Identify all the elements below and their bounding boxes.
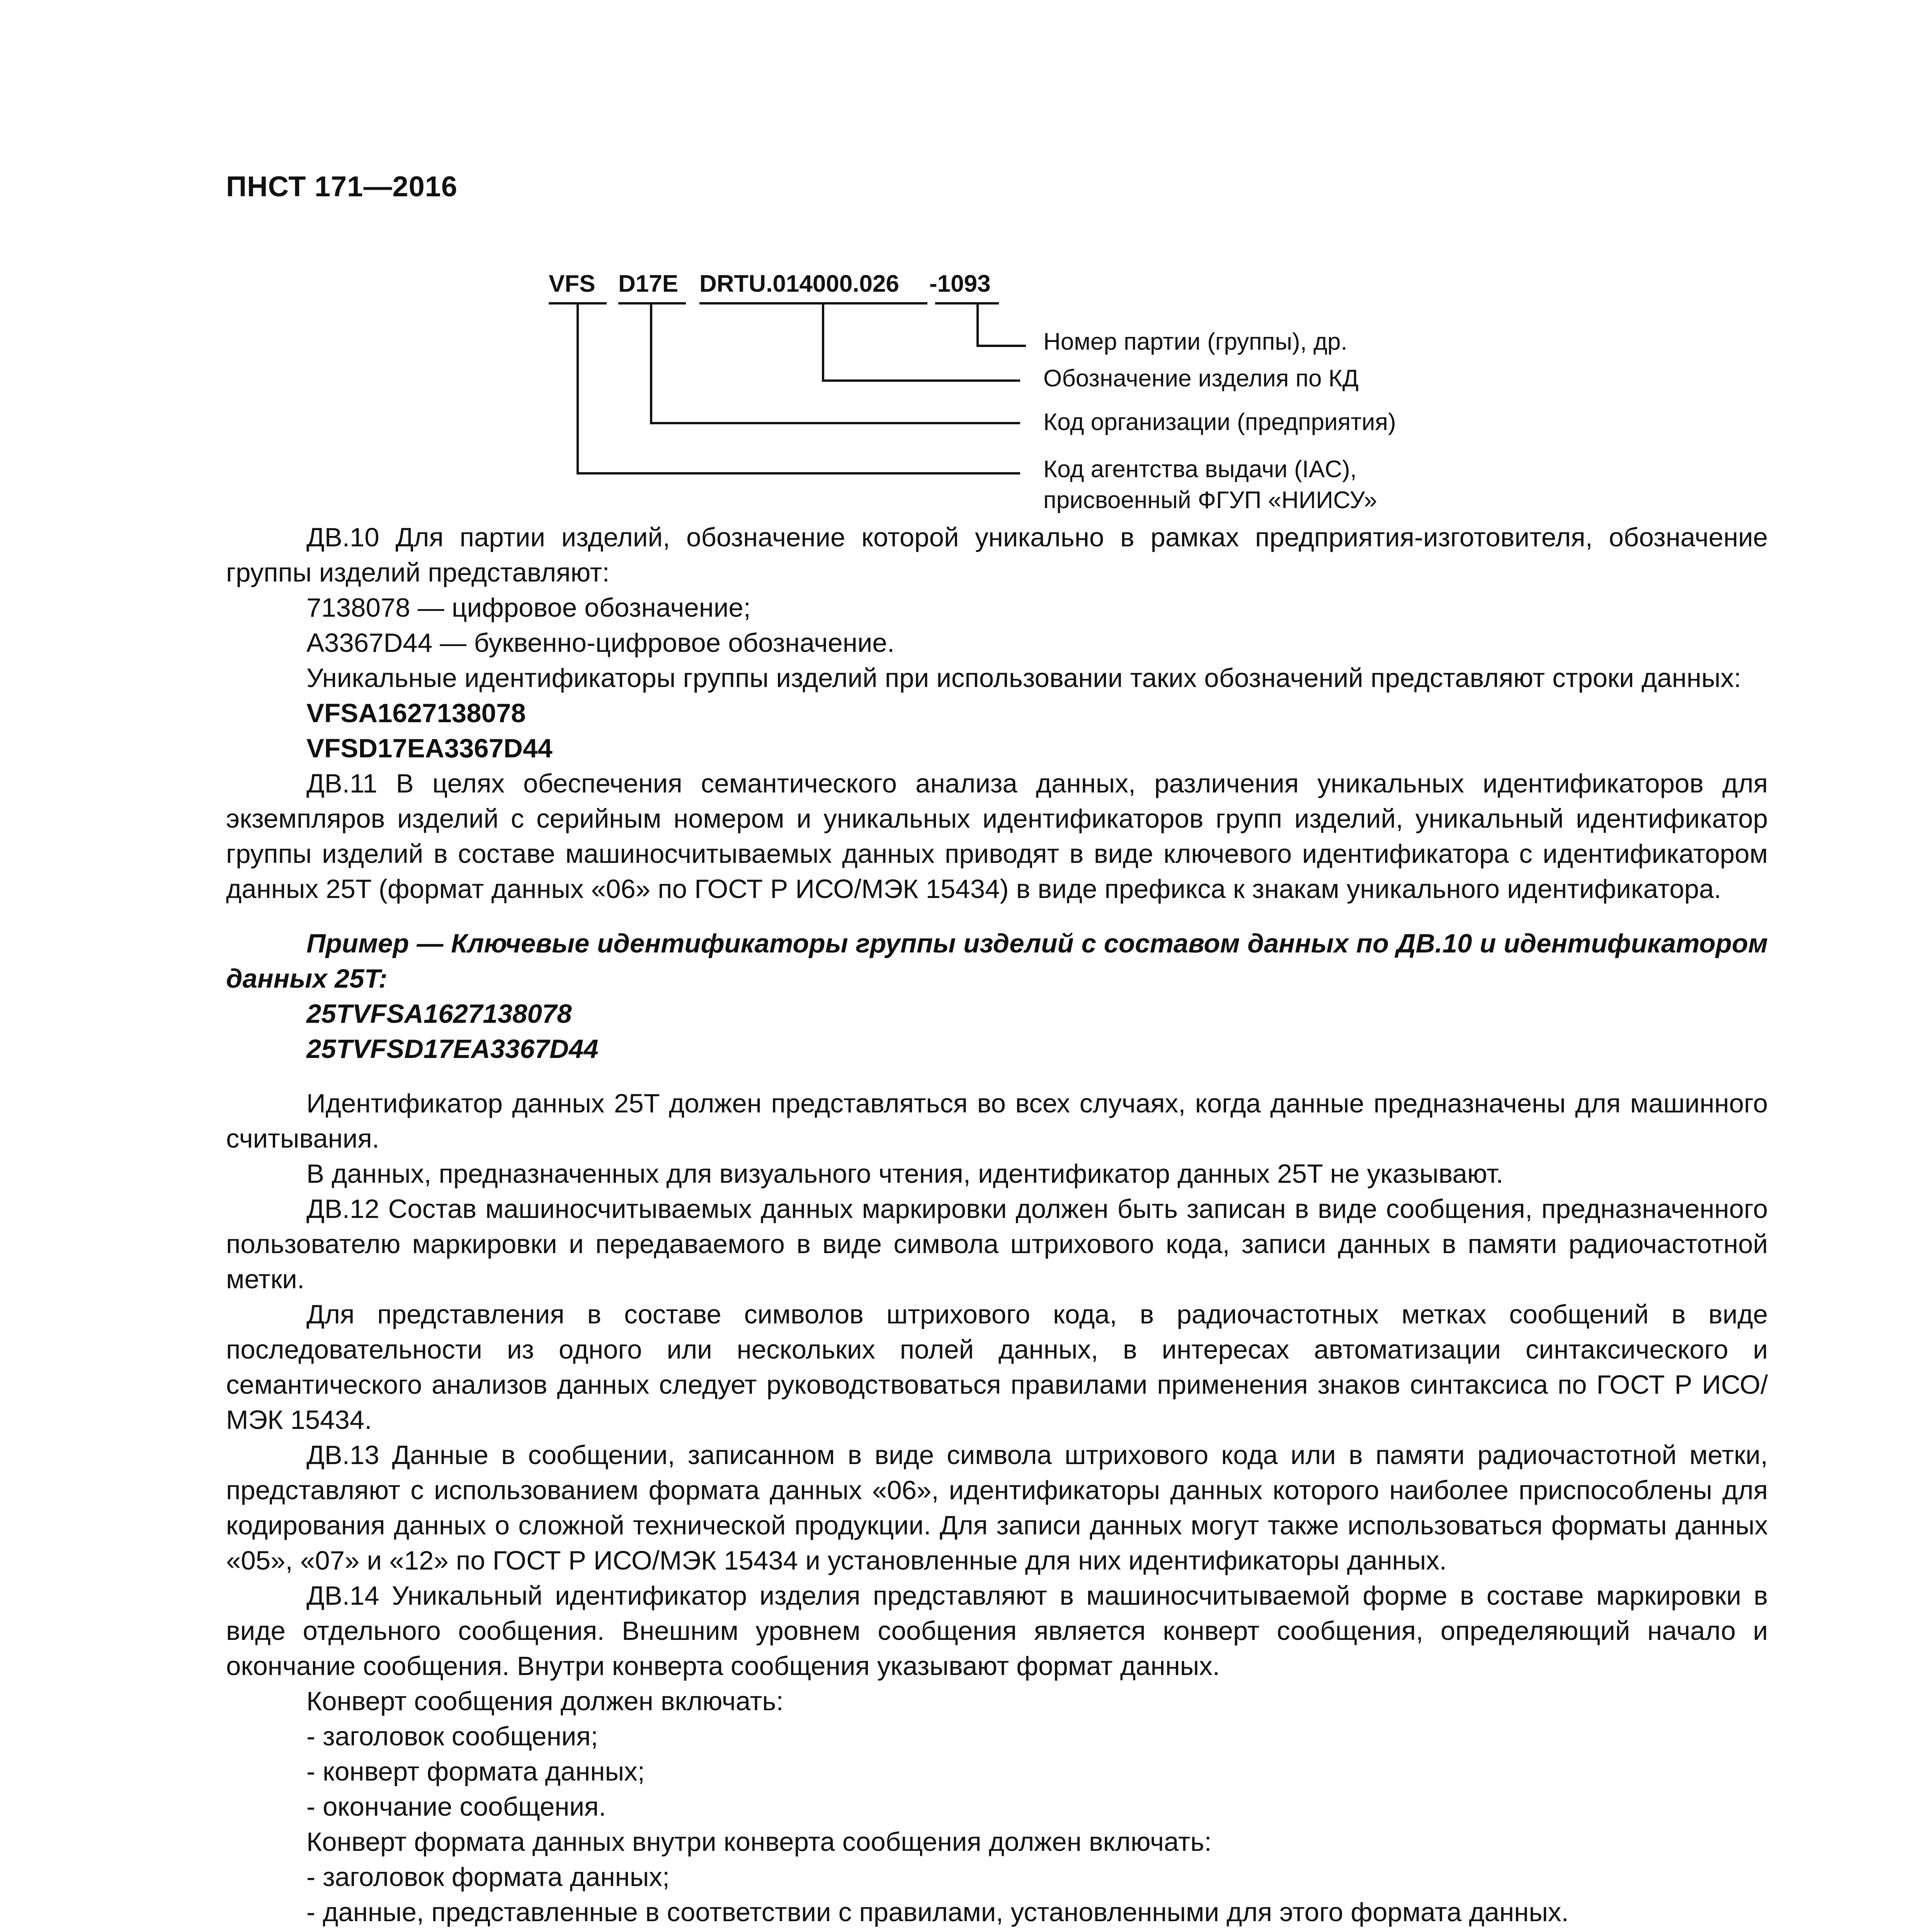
segment-labels xyxy=(1043,328,1396,514)
paragraph-envelope: Конверт сообщения должен включать: xyxy=(306,1686,784,1716)
list-item-alphanumeric: A3367D44 — буквенно-цифровое обозначение. xyxy=(306,628,895,658)
leader-batch-number xyxy=(978,303,1026,346)
segment-org-code: D17E xyxy=(618,270,679,297)
leader-lines xyxy=(578,303,1026,473)
identifier-structure-diagram xyxy=(0,0,1917,533)
label-iac-line2: присвоенный ФГУП «НИИСУ» xyxy=(1043,487,1377,514)
leader-org-code xyxy=(651,303,1020,423)
list-item: - заголовок сообщения; xyxy=(306,1721,598,1751)
paragraph-db14: ДВ.14 Уникальный идентификатор изделия представляют в машиносчитываемой форме в составе маркировки в виде отдельного сообщения. Внешним уровнем сообщения является конверт сообщения, определяющий начало и окончание сообщения. Внутри конверта сообщения указывают формат данных. xyxy=(226,1581,1768,1681)
list-item: - окончание сообщения. xyxy=(306,1792,606,1821)
paragraph-25t-machine: Идентификатор данных 25T должен представляться во всех случаях, когда данные предназначены для машинного считывания. xyxy=(226,1088,1768,1153)
paragraph-syntax: Для представления в составе символов штрихового кода, в радиочастотных метках сообщений в виде последовательности из одного или нескольких полей данных, в интересах автоматизации синтаксического и семантического анализов данных следует руководствоваться правилами применения знаков синтаксиса по ГОСТ Р ИСО/МЭК 15434. xyxy=(226,1299,1768,1435)
example-code-line: 25TVFSA1627138078 xyxy=(306,999,572,1029)
list-item: - данные, представленные в соответствии с правилами, установленными для этого формата данных. xyxy=(306,1897,1569,1927)
identifier-segments xyxy=(549,270,991,297)
label-iac-line1: Код агентства выдачи (IAC), xyxy=(1043,456,1357,483)
paragraph-db11: ДВ.11 В целях обеспечения семантического анализа данных, различения уникальных идентификаторов для экземпляров изделий с серийным номером и уникальных идентификаторов групп изделий, уникальный идентификатор группы изделий в составе машиносчитываемых данных приводят в виде ключевого идентификатора с идентификатором данных 25T (формат данных «06» по ГОСТ Р ИСО/МЭК 15434) в виде префикса к знакам уникального идентификатора. xyxy=(226,769,1768,904)
paragraph-db10: ДВ.10 Для партии изделий, обозначение которой уникально в рамках предприятия-изготовителя, обозначение группы изделий представляют: xyxy=(226,522,1768,587)
segment-product-code: DRTU.014000.026 xyxy=(699,270,899,297)
label-org-code: Код организации (предприятия) xyxy=(1043,409,1396,435)
page-header: ПНСТ 171—2016 xyxy=(226,170,458,202)
paragraph-identifiers: Уникальные идентификаторы группы изделий при использовании таких обозначений представляют строки данных: xyxy=(306,663,1742,693)
label-batch-number: Номер партии (группы), др. xyxy=(1043,328,1347,355)
example-heading: Пример — Ключевые идентификаторы группы изделий с составом данных по ДВ.10 и идентификатором данных 25T: xyxy=(226,929,1768,993)
leader-product-code xyxy=(823,303,1020,381)
code-line: VFSA1627138078 xyxy=(306,698,526,728)
list-item-digital: 7138078 — цифровое обозначение; xyxy=(306,593,751,622)
segment-batch-number: -1093 xyxy=(929,270,991,297)
paragraph-db12: ДВ.12 Состав машиносчитываемых данных маркировки должен быть записан в виде сообщения, предназначенного пользователю маркировки и передаваемого в виде символа штрихового кода, записи данных в памяти радиочастотной метки. xyxy=(226,1194,1768,1294)
list-item: - заголовок формата данных; xyxy=(306,1862,670,1892)
paragraph-message-header xyxy=(226,1930,1768,1932)
code-line: VFSD17EA3367D44 xyxy=(306,733,553,763)
paragraph-db13: ДВ.13 Данные в сообщении, записанном в виде символа штрихового кода или в памяти радиочастотной метки, представляют с использованием формата данных «06», идентификаторы данных которого наиболее приспособлены для кодирования данных о сложной технической продукции. Для записи данных могут также использоваться форматы данных «05», «07» и «12» по ГОСТ Р ИСО/МЭК 15434 и установленные для них идентификаторы данных. xyxy=(226,1440,1768,1575)
label-product-code: Обозначение изделия по КД xyxy=(1043,365,1359,392)
paragraph-format-envelope: Конверт формата данных внутри конверта сообщения должен включать: xyxy=(306,1827,1212,1857)
list-item: - конверт формата данных; xyxy=(306,1757,645,1786)
example-code-line: 25TVFSD17EA3367D44 xyxy=(306,1034,599,1064)
segment-iac: VFS xyxy=(549,270,595,297)
leader-iac xyxy=(578,303,1020,473)
body-text xyxy=(226,520,1768,1932)
paragraph-25t-visual: В данных, предназначенных для визуального чтения, идентификатор данных 25T не указывают. xyxy=(306,1159,1504,1189)
